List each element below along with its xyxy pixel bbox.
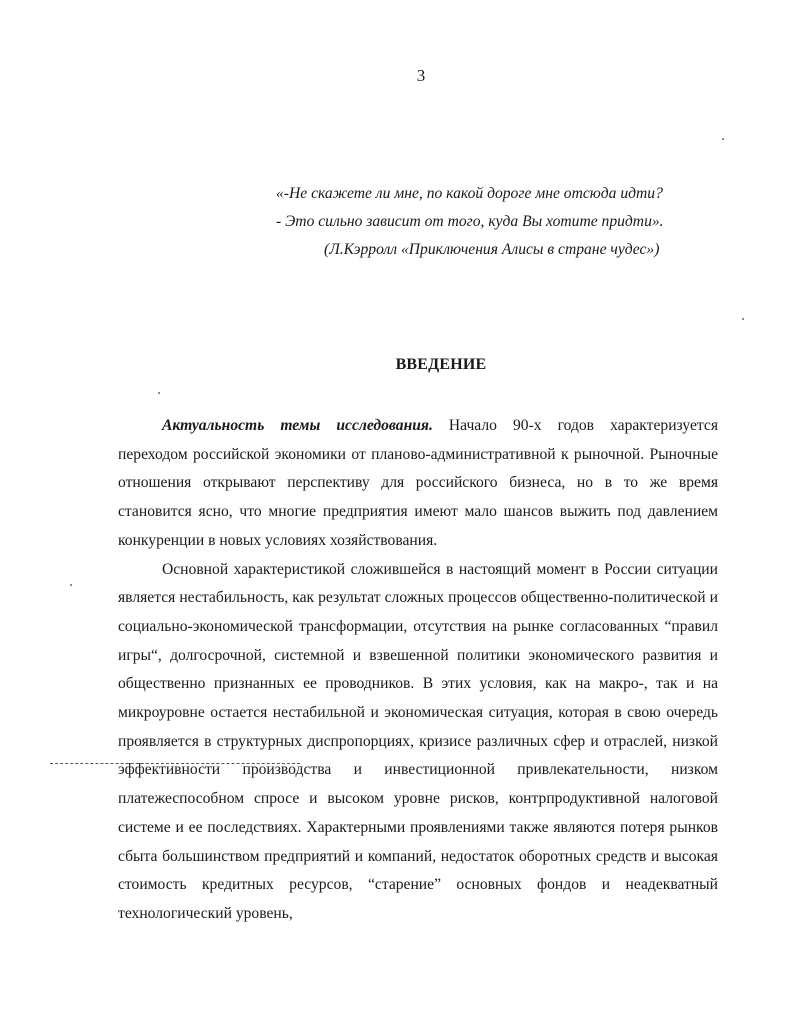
scan-speck bbox=[722, 138, 724, 140]
scan-artifact-line bbox=[50, 763, 300, 764]
paragraph-1-lead-in: Актуальность темы исследования. bbox=[162, 417, 433, 434]
body-text bbox=[118, 412, 718, 929]
epigraph-attribution: (Л.Кэрролл «Приключения Алисы в стране чудес») bbox=[324, 241, 660, 258]
page-number: 3 bbox=[416, 66, 426, 85]
epigraph-line-2: - Это сильно зависит от того, куда Вы хотите придти». bbox=[276, 213, 664, 230]
scan-speck bbox=[70, 584, 72, 586]
paragraph-1-text: Начало 90-х годов характеризуется переходом российской экономики от планово-административной к рыночной. Рыночные отношения открывают перспективу для российского бизнеса, но в то же время становится ясно, что многие предприятия имеют мало шансов выжить под давлением конкуренции в новых условиях хозяйствования. bbox=[118, 417, 718, 549]
paragraph-1 bbox=[118, 412, 718, 556]
paragraph-2: Основной характеристикой сложившейся в настоящий момент в России ситуации является нестабильность, как результат сложных процессов общественно-политической и социально-экономической трансформации, отсутствия на рынке согласованных “правил игры“, долгосрочной, системной и взвешенной политики экономического развития и общественно признанных ее проводников. В этих условия, как на макро-, так и на микроуровне остается нестабильной и экономическая ситуация, которая в свою очередь проявляется в структурных диспропорциях, кризисе различных сфер и отраслей, низкой эффективности производства и инвестиционной привлекательности, низком платежеспособном спросе и высоком уровне рисков, контрпродуктивной налоговой системе и ее последствиях. Характерными проявлениями также являются потеря рынков сбыта большинством предприятий и компаний, недостаток оборотных средств и высокая стоимость кредитных ресурсов, “старение” основных фондов и неадекватный технологический уровень, bbox=[118, 560, 718, 922]
scan-speck bbox=[742, 318, 744, 320]
scan-speck bbox=[158, 392, 160, 394]
section-heading: ВВЕДЕНИЕ bbox=[395, 356, 487, 373]
epigraph bbox=[260, 180, 720, 264]
epigraph-line-1: «-Не скажете ли мне, по какой дороге мне отсюда идти? bbox=[276, 185, 663, 202]
